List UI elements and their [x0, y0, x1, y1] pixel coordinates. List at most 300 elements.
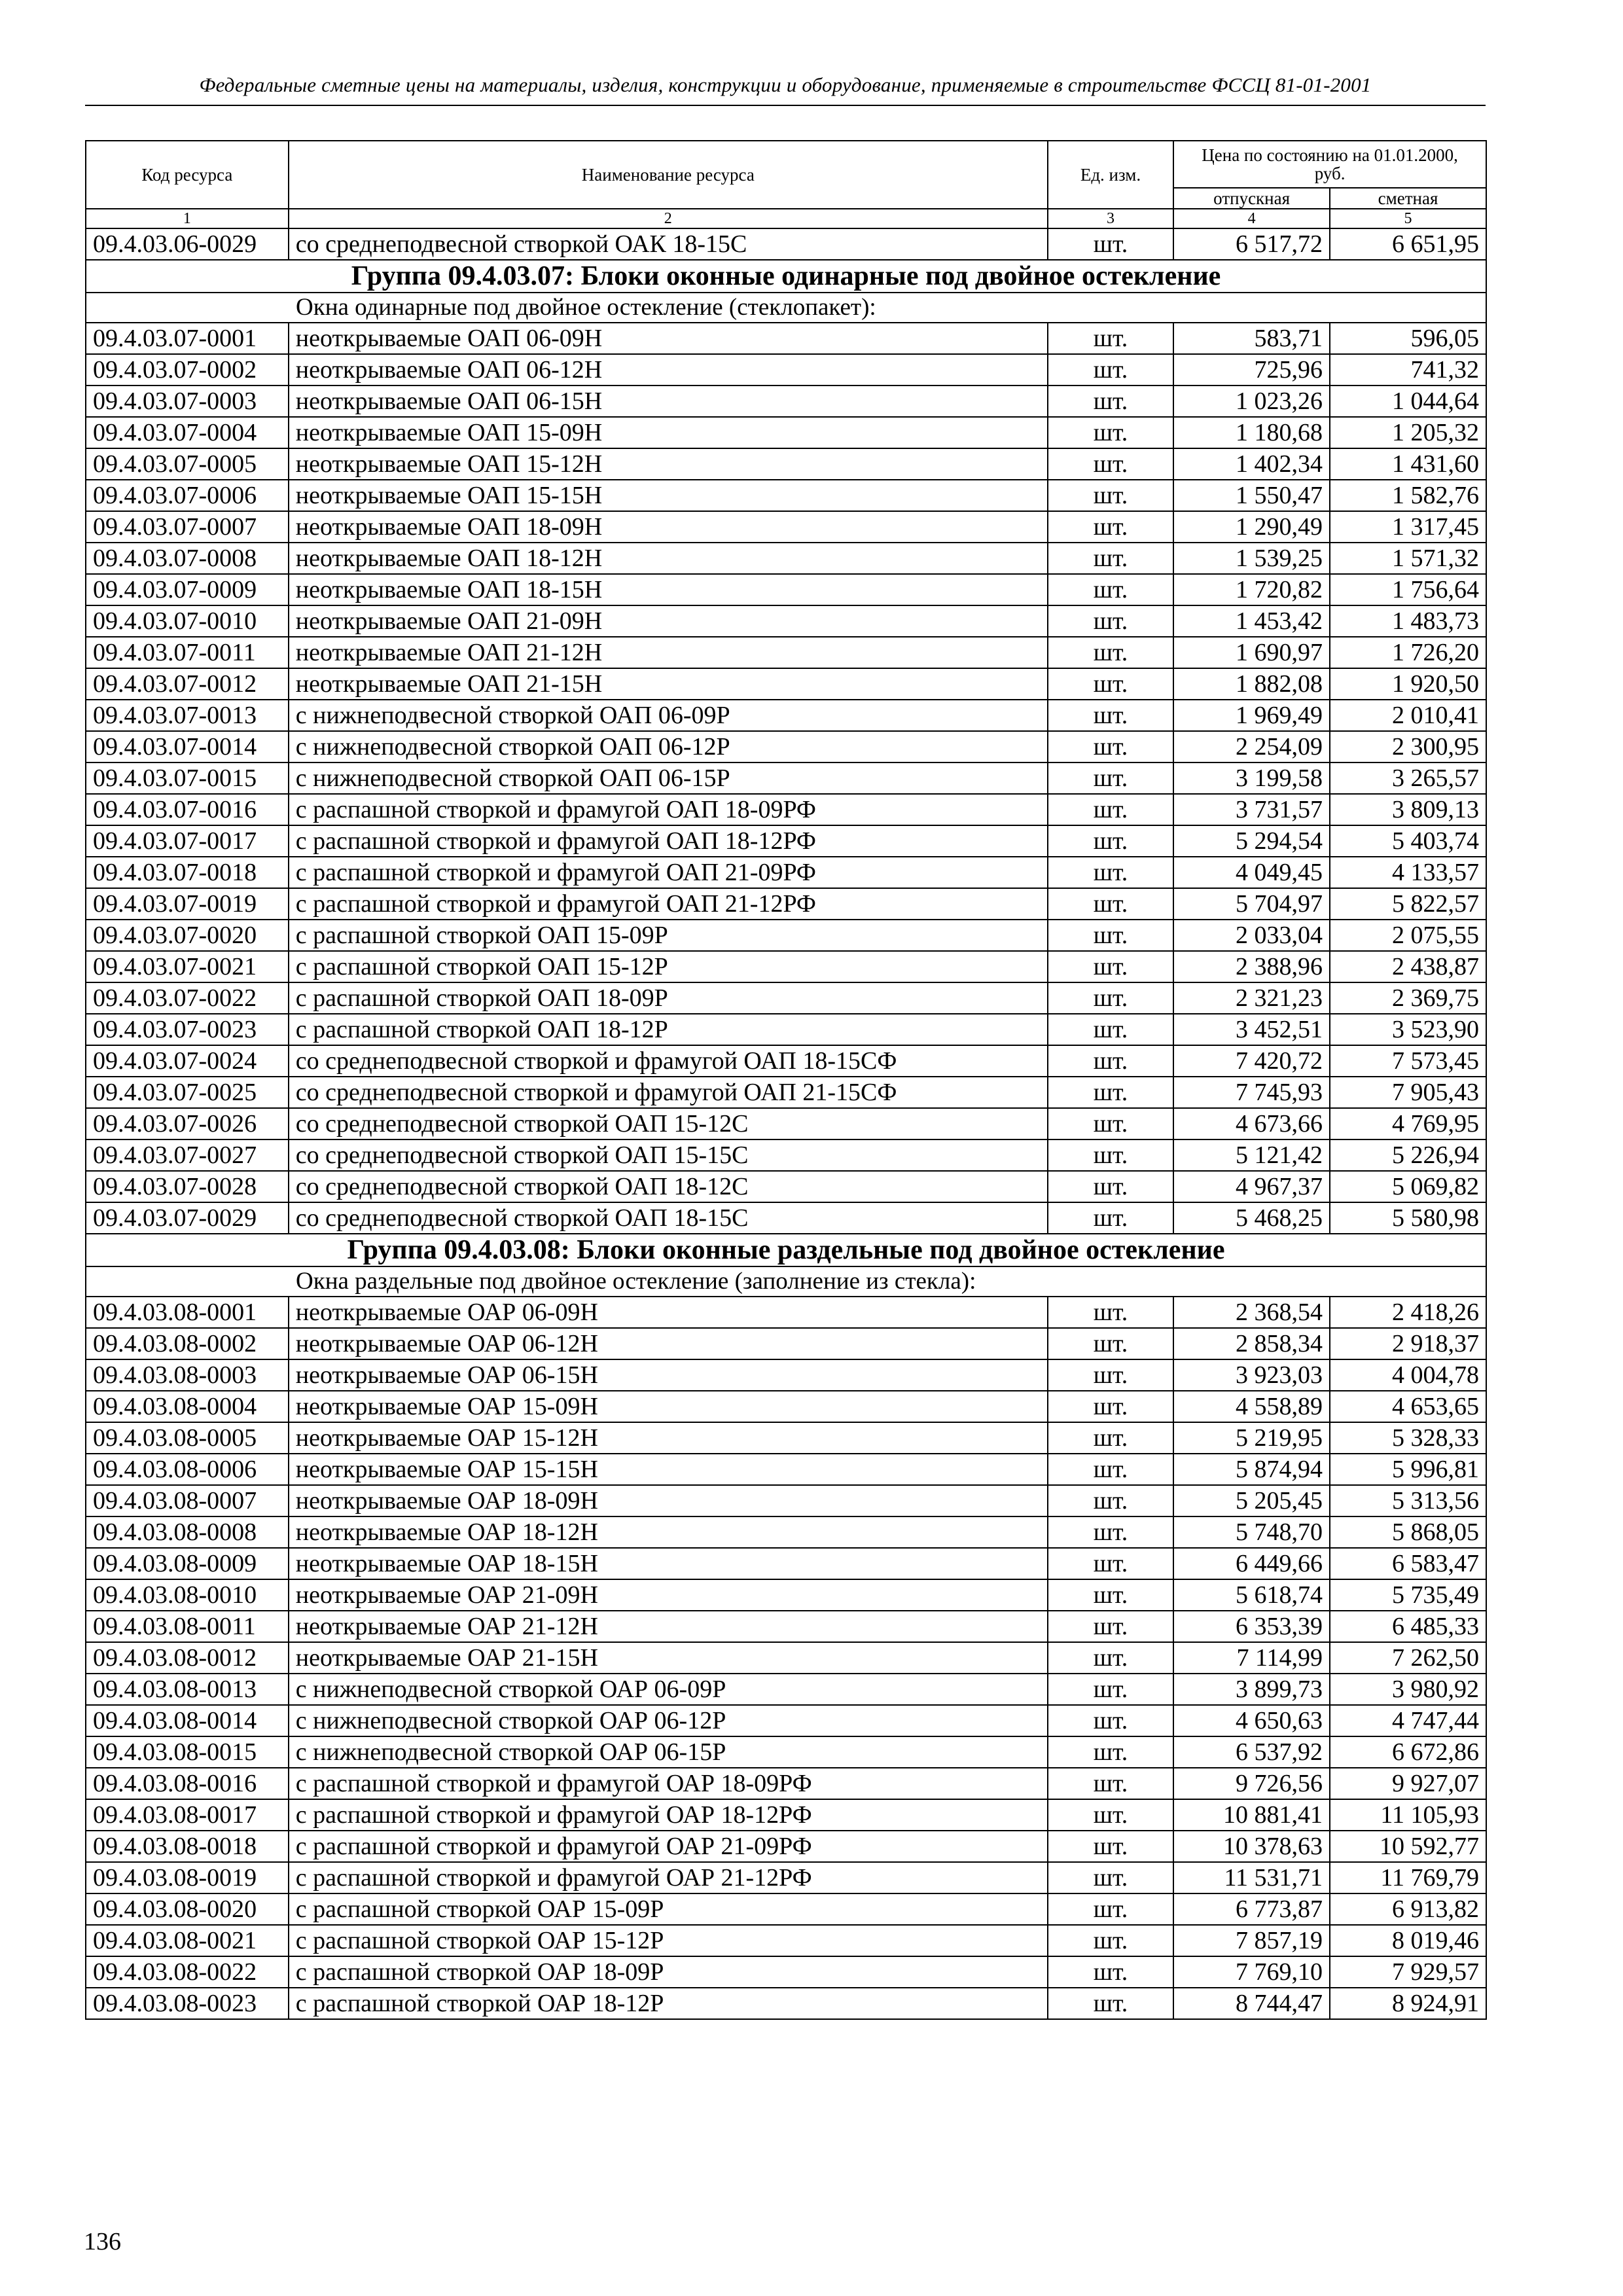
resource-unit: шт. [1048, 1014, 1173, 1045]
resource-name: неоткрываемые ОАП 06-15Н [289, 386, 1048, 417]
resource-code: 09.4.03.07-0007 [86, 511, 289, 543]
resource-code: 09.4.03.08-0005 [86, 1422, 289, 1454]
resource-unit: шт. [1048, 1202, 1173, 1234]
price-estimate: 3 265,57 [1330, 762, 1486, 794]
resource-code: 09.4.03.08-0019 [86, 1862, 289, 1893]
table-row [86, 1328, 1486, 1359]
price-estimate: 8 019,46 [1330, 1925, 1486, 1956]
price-release: 5 205,45 [1173, 1485, 1330, 1516]
price-estimate: 2 075,55 [1330, 920, 1486, 951]
resource-code: 09.4.03.08-0017 [86, 1799, 289, 1831]
price-release: 4 558,89 [1173, 1391, 1330, 1422]
price-estimate: 1 317,45 [1330, 511, 1486, 543]
resource-unit: шт. [1048, 1297, 1173, 1328]
price-release: 6 449,66 [1173, 1548, 1330, 1579]
resource-code: 09.4.03.08-0012 [86, 1642, 289, 1674]
price-release: 9 726,56 [1173, 1768, 1330, 1799]
resource-name: со среднеподвесной створкой ОАК 18-15С [289, 228, 1048, 260]
resource-code: 09.4.03.07-0019 [86, 888, 289, 920]
resource-code: 09.4.03.08-0020 [86, 1893, 289, 1925]
price-estimate: 1 756,64 [1330, 574, 1486, 605]
resource-code: 09.4.03.07-0015 [86, 762, 289, 794]
resource-name: с распашной створкой ОАР 18-09Р [289, 1956, 1048, 1988]
table-row [86, 1925, 1486, 1956]
price-estimate: 1 726,20 [1330, 637, 1486, 668]
price-release: 1 539,25 [1173, 543, 1330, 574]
resource-name: с распашной створкой ОАП 18-09Р [289, 982, 1048, 1014]
resource-name: неоткрываемые ОАП 15-09Н [289, 417, 1048, 448]
header-unit: Ед. изм. [1048, 141, 1173, 209]
resource-name: неоткрываемые ОАП 18-15Н [289, 574, 1048, 605]
resource-name: с нижнеподвесной створкой ОАР 06-09Р [289, 1674, 1048, 1705]
table-row [86, 1045, 1486, 1077]
resource-code: 09.4.03.07-0014 [86, 731, 289, 762]
price-estimate: 7 573,45 [1330, 1045, 1486, 1077]
header-price-estimate: сметная [1330, 188, 1486, 209]
price-estimate: 741,32 [1330, 354, 1486, 386]
resource-code: 09.4.03.08-0002 [86, 1328, 289, 1359]
price-estimate: 1 582,76 [1330, 480, 1486, 511]
resource-code: 09.4.03.07-0001 [86, 323, 289, 354]
resource-name: неоткрываемые ОАР 21-09Н [289, 1579, 1048, 1611]
resource-name: неоткрываемые ОАР 15-12Н [289, 1422, 1048, 1454]
price-estimate: 4 769,95 [1330, 1108, 1486, 1139]
resource-name: со среднеподвесной створкой ОАП 18-12С [289, 1171, 1048, 1202]
resource-code: 09.4.03.08-0004 [86, 1391, 289, 1422]
resource-unit: шт. [1048, 1642, 1173, 1674]
resource-unit: шт. [1048, 1579, 1173, 1611]
resource-code: 09.4.03.08-0022 [86, 1956, 289, 1988]
price-estimate: 4 004,78 [1330, 1359, 1486, 1391]
resource-name: со среднеподвесной створкой и фрамугой ОАП 21-15СФ [289, 1077, 1048, 1108]
header-name: Наименование ресурса [289, 141, 1048, 209]
table-row [86, 668, 1486, 700]
price-release: 4 650,63 [1173, 1705, 1330, 1736]
resource-unit: шт. [1048, 574, 1173, 605]
resource-unit: шт. [1048, 731, 1173, 762]
header-price: Цена по состоянию на 01.01.2000, руб. [1173, 141, 1486, 188]
price-estimate: 2 418,26 [1330, 1297, 1486, 1328]
resource-code: 09.4.03.08-0009 [86, 1548, 289, 1579]
resource-name: неоткрываемые ОАР 18-09Н [289, 1485, 1048, 1516]
resource-code: 09.4.03.07-0012 [86, 668, 289, 700]
price-estimate: 4 133,57 [1330, 857, 1486, 888]
price-release: 1 690,97 [1173, 637, 1330, 668]
price-release: 2 321,23 [1173, 982, 1330, 1014]
resource-code: 09.4.03.07-0008 [86, 543, 289, 574]
resource-code: 09.4.03.08-0016 [86, 1768, 289, 1799]
resource-unit: шт. [1048, 386, 1173, 417]
resource-unit: шт. [1048, 1108, 1173, 1139]
resource-unit: шт. [1048, 668, 1173, 700]
table-row [86, 825, 1486, 857]
table-row [86, 1988, 1486, 2019]
table-row [86, 1893, 1486, 1925]
resource-unit: шт. [1048, 1862, 1173, 1893]
resource-name: с нижнеподвесной створкой ОАР 06-12Р [289, 1705, 1048, 1736]
price-release: 3 899,73 [1173, 1674, 1330, 1705]
price-release: 1 720,82 [1173, 574, 1330, 605]
resource-code: 09.4.03.08-0018 [86, 1831, 289, 1862]
table-row [86, 1202, 1486, 1234]
resource-unit: шт. [1048, 1611, 1173, 1642]
price-release: 2 388,96 [1173, 951, 1330, 982]
price-release: 7 769,10 [1173, 1956, 1330, 1988]
table-row [86, 1485, 1486, 1516]
resource-code: 09.4.03.07-0024 [86, 1045, 289, 1077]
resource-name: с распашной створкой и фрамугой ОАП 18-12РФ [289, 825, 1048, 857]
resource-unit: шт. [1048, 228, 1173, 260]
table-row [86, 1391, 1486, 1422]
column-number-row [86, 209, 1486, 228]
table-row [86, 1799, 1486, 1831]
table-row [86, 1108, 1486, 1139]
price-release: 4 967,37 [1173, 1171, 1330, 1202]
price-release: 3 731,57 [1173, 794, 1330, 825]
table-row [86, 920, 1486, 951]
table-row [86, 1674, 1486, 1705]
price-estimate: 7 262,50 [1330, 1642, 1486, 1674]
price-release: 6 773,87 [1173, 1893, 1330, 1925]
price-estimate: 2 438,87 [1330, 951, 1486, 982]
price-release: 11 531,71 [1173, 1862, 1330, 1893]
price-table [85, 140, 1487, 2020]
table-row [86, 1831, 1486, 1862]
price-release: 1 453,42 [1173, 605, 1330, 637]
price-release: 5 294,54 [1173, 825, 1330, 857]
price-estimate: 5 313,56 [1330, 1485, 1486, 1516]
resource-code: 09.4.03.08-0014 [86, 1705, 289, 1736]
price-release: 2 033,04 [1173, 920, 1330, 951]
resource-unit: шт. [1048, 1988, 1173, 2019]
price-estimate: 9 927,07 [1330, 1768, 1486, 1799]
resource-code: 09.4.03.07-0002 [86, 354, 289, 386]
price-release: 7 114,99 [1173, 1642, 1330, 1674]
price-estimate: 3 980,92 [1330, 1674, 1486, 1705]
header-code: Код ресурса [86, 141, 289, 209]
resource-code: 09.4.03.07-0006 [86, 480, 289, 511]
price-estimate: 5 868,05 [1330, 1516, 1486, 1548]
resource-name: с нижнеподвесной створкой ОАР 06-15Р [289, 1736, 1048, 1768]
resource-unit: шт. [1048, 920, 1173, 951]
price-estimate: 5 735,49 [1330, 1579, 1486, 1611]
table-row [86, 1642, 1486, 1674]
table-row [86, 1454, 1486, 1485]
resource-name: неоткрываемые ОАР 06-09Н [289, 1297, 1048, 1328]
table-row [86, 951, 1486, 982]
resource-code: 09.4.03.08-0011 [86, 1611, 289, 1642]
table-row [86, 480, 1486, 511]
price-release: 5 121,42 [1173, 1139, 1330, 1171]
resource-name: неоткрываемые ОАП 15-15Н [289, 480, 1048, 511]
resource-code: 09.4.03.07-0023 [86, 1014, 289, 1045]
table-row [86, 228, 1486, 260]
table-row [86, 323, 1486, 354]
column-number: 4 [1173, 209, 1330, 228]
resource-code: 09.4.03.07-0013 [86, 700, 289, 731]
price-estimate: 6 485,33 [1330, 1611, 1486, 1642]
running-header: Федеральные сметные цены на материалы, изделия, конструкции и оборудование, применяемые в строительстве ФССЦ 81-01-2001 [199, 73, 1372, 96]
resource-name: неоткрываемые ОАП 21-09Н [289, 605, 1048, 637]
resource-name: с распашной створкой и фрамугой ОАР 21-09РФ [289, 1831, 1048, 1862]
table-row [86, 417, 1486, 448]
price-estimate: 596,05 [1330, 323, 1486, 354]
table-row [86, 543, 1486, 574]
resource-code: 09.4.03.07-0004 [86, 417, 289, 448]
resource-name: с распашной створкой и фрамугой ОАР 18-12РФ [289, 1799, 1048, 1831]
price-release: 3 452,51 [1173, 1014, 1330, 1045]
resource-unit: шт. [1048, 888, 1173, 920]
resource-code: 09.4.03.07-0021 [86, 951, 289, 982]
price-release: 2 368,54 [1173, 1297, 1330, 1328]
price-estimate: 2 918,37 [1330, 1328, 1486, 1359]
resource-code: 09.4.03.08-0006 [86, 1454, 289, 1485]
resource-name: со среднеподвесной створкой и фрамугой ОАП 18-15СФ [289, 1045, 1048, 1077]
price-estimate: 5 822,57 [1330, 888, 1486, 920]
price-release: 1 882,08 [1173, 668, 1330, 700]
table-row [86, 1297, 1486, 1328]
price-estimate: 1 205,32 [1330, 417, 1486, 448]
price-release: 6 353,39 [1173, 1611, 1330, 1642]
table-row [86, 700, 1486, 731]
resource-name: неоткрываемые ОАР 15-15Н [289, 1454, 1048, 1485]
table-row [86, 605, 1486, 637]
resource-name: неоткрываемые ОАР 06-15Н [289, 1359, 1048, 1391]
table-row [86, 574, 1486, 605]
resource-code: 09.4.03.07-0025 [86, 1077, 289, 1108]
table-row [86, 857, 1486, 888]
resource-name: неоткрываемые ОАР 21-15Н [289, 1642, 1048, 1674]
resource-code: 09.4.03.08-0001 [86, 1297, 289, 1328]
resource-name: неоткрываемые ОАП 21-12Н [289, 637, 1048, 668]
header-price-release: отпускная [1173, 188, 1330, 209]
table-header [86, 141, 1486, 228]
resource-unit: шт. [1048, 857, 1173, 888]
resource-unit: шт. [1048, 825, 1173, 857]
table-row [86, 1516, 1486, 1548]
table-row [86, 386, 1486, 417]
resource-unit: шт. [1048, 1548, 1173, 1579]
group-heading: Группа 09.4.03.08: Блоки оконные раздельные под двойное остекление [86, 1234, 1486, 1266]
resource-name: с распашной створкой ОАП 18-12Р [289, 1014, 1048, 1045]
resource-name: неоткрываемые ОАР 15-09Н [289, 1391, 1048, 1422]
table-row [86, 1014, 1486, 1045]
resource-name: неоткрываемые ОАП 06-12Н [289, 354, 1048, 386]
resource-name: неоткрываемые ОАП 18-12Н [289, 543, 1048, 574]
price-release: 6 517,72 [1173, 228, 1330, 260]
resource-unit: шт. [1048, 1893, 1173, 1925]
price-estimate: 3 809,13 [1330, 794, 1486, 825]
price-release: 6 537,92 [1173, 1736, 1330, 1768]
price-release: 3 923,03 [1173, 1359, 1330, 1391]
resource-unit: шт. [1048, 1485, 1173, 1516]
price-release: 10 378,63 [1173, 1831, 1330, 1862]
resource-name: неоткрываемые ОАР 18-12Н [289, 1516, 1048, 1548]
resource-name: с распашной створкой ОАР 15-12Р [289, 1925, 1048, 1956]
price-release: 583,71 [1173, 323, 1330, 354]
price-release: 7 420,72 [1173, 1045, 1330, 1077]
resource-unit: шт. [1048, 1454, 1173, 1485]
price-release: 2 254,09 [1173, 731, 1330, 762]
resource-code: 09.4.03.08-0007 [86, 1485, 289, 1516]
resource-unit: шт. [1048, 700, 1173, 731]
resource-code: 09.4.03.07-0022 [86, 982, 289, 1014]
price-estimate: 6 913,82 [1330, 1893, 1486, 1925]
resource-code: 09.4.03.07-0026 [86, 1108, 289, 1139]
subheading: Окна раздельные под двойное остекление (заполнение из стекла): [86, 1266, 1486, 1297]
resource-code: 09.4.03.08-0021 [86, 1925, 289, 1956]
price-estimate: 11 769,79 [1330, 1862, 1486, 1893]
table-row [86, 794, 1486, 825]
table-row [86, 1579, 1486, 1611]
resource-unit: шт. [1048, 1956, 1173, 1988]
resource-name: с распашной створкой ОАР 18-12Р [289, 1988, 1048, 2019]
resource-code: 09.4.03.07-0018 [86, 857, 289, 888]
resource-code: 09.4.03.08-0023 [86, 1988, 289, 2019]
resource-code: 09.4.03.08-0013 [86, 1674, 289, 1705]
price-release: 3 199,58 [1173, 762, 1330, 794]
price-release: 10 881,41 [1173, 1799, 1330, 1831]
resource-name: с нижнеподвесной створкой ОАП 06-15Р [289, 762, 1048, 794]
resource-name: неоткрываемые ОАП 06-09Н [289, 323, 1048, 354]
price-estimate: 1 920,50 [1330, 668, 1486, 700]
resource-unit: шт. [1048, 1328, 1173, 1359]
resource-name: неоткрываемые ОАП 15-12Н [289, 448, 1048, 480]
resource-name: с распашной створкой и фрамугой ОАП 21-12РФ [289, 888, 1048, 920]
price-release: 5 618,74 [1173, 1579, 1330, 1611]
price-release: 4 049,45 [1173, 857, 1330, 888]
price-estimate: 5 580,98 [1330, 1202, 1486, 1234]
resource-code: 09.4.03.07-0016 [86, 794, 289, 825]
table-row [86, 1956, 1486, 1988]
table-row [86, 448, 1486, 480]
resource-name: неоткрываемые ОАП 21-15Н [289, 668, 1048, 700]
price-estimate: 4 653,65 [1330, 1391, 1486, 1422]
resource-code: 09.4.03.07-0011 [86, 637, 289, 668]
price-estimate: 5 069,82 [1330, 1171, 1486, 1202]
group-heading-row [86, 260, 1486, 293]
column-number: 1 [86, 209, 289, 228]
resource-name: с нижнеподвесной створкой ОАП 06-09Р [289, 700, 1048, 731]
resource-unit: шт. [1048, 762, 1173, 794]
table-row [86, 1422, 1486, 1454]
resource-unit: шт. [1048, 605, 1173, 637]
resource-code: 09.4.03.08-0015 [86, 1736, 289, 1768]
resource-code: 09.4.03.07-0029 [86, 1202, 289, 1234]
table-row [86, 731, 1486, 762]
column-number: 3 [1048, 209, 1173, 228]
resource-code: 09.4.03.08-0008 [86, 1516, 289, 1548]
price-estimate: 1 044,64 [1330, 386, 1486, 417]
price-release: 1 969,49 [1173, 700, 1330, 731]
resource-unit: шт. [1048, 1391, 1173, 1422]
resource-name: с распашной створкой ОАП 15-09Р [289, 920, 1048, 951]
resource-unit: шт. [1048, 1831, 1173, 1862]
resource-unit: шт. [1048, 1516, 1173, 1548]
resource-name: со среднеподвесной створкой ОАП 15-15С [289, 1139, 1048, 1171]
resource-code: 09.4.03.07-0020 [86, 920, 289, 951]
price-estimate: 5 403,74 [1330, 825, 1486, 857]
resource-code: 09.4.03.07-0028 [86, 1171, 289, 1202]
price-release: 1 290,49 [1173, 511, 1330, 543]
resource-name: с нижнеподвесной створкой ОАП 06-12Р [289, 731, 1048, 762]
price-release: 5 219,95 [1173, 1422, 1330, 1454]
resource-name: неоткрываемые ОАП 18-09Н [289, 511, 1048, 543]
column-number: 2 [289, 209, 1048, 228]
resource-name: неоткрываемые ОАР 21-12Н [289, 1611, 1048, 1642]
price-estimate: 8 924,91 [1330, 1988, 1486, 2019]
resource-unit: шт. [1048, 1925, 1173, 1956]
subheading-row [86, 1266, 1486, 1297]
resource-unit: шт. [1048, 323, 1173, 354]
resource-code: 09.4.03.07-0010 [86, 605, 289, 637]
table-row [86, 1548, 1486, 1579]
price-estimate: 2 369,75 [1330, 982, 1486, 1014]
resource-unit: шт. [1048, 417, 1173, 448]
price-estimate: 3 523,90 [1330, 1014, 1486, 1045]
resource-name: с распашной створкой и фрамугой ОАР 21-12РФ [289, 1862, 1048, 1893]
resource-name: со среднеподвесной створкой ОАП 18-15С [289, 1202, 1048, 1234]
resource-code: 09.4.03.07-0027 [86, 1139, 289, 1171]
resource-name: с распашной створкой и фрамугой ОАР 18-09РФ [289, 1768, 1048, 1799]
table-row [86, 1768, 1486, 1799]
resource-name: с распашной створкой ОАР 15-09Р [289, 1893, 1048, 1925]
price-estimate: 4 747,44 [1330, 1705, 1486, 1736]
resource-name: неоткрываемые ОАР 06-12Н [289, 1328, 1048, 1359]
resource-code: 09.4.03.08-0010 [86, 1579, 289, 1611]
resource-unit: шт. [1048, 1077, 1173, 1108]
price-release: 4 673,66 [1173, 1108, 1330, 1139]
table-row [86, 1862, 1486, 1893]
resource-unit: шт. [1048, 982, 1173, 1014]
price-estimate: 6 672,86 [1330, 1736, 1486, 1768]
table-row [86, 1705, 1486, 1736]
price-estimate: 7 929,57 [1330, 1956, 1486, 1988]
group-heading-row [86, 1234, 1486, 1266]
price-release: 1 023,26 [1173, 386, 1330, 417]
resource-unit: шт. [1048, 1359, 1173, 1391]
table-row [86, 1077, 1486, 1108]
price-estimate: 6 651,95 [1330, 228, 1486, 260]
resource-unit: шт. [1048, 1422, 1173, 1454]
price-estimate: 5 996,81 [1330, 1454, 1486, 1485]
resource-unit: шт. [1048, 543, 1173, 574]
page-number: 136 [84, 2228, 121, 2255]
resource-unit: шт. [1048, 1799, 1173, 1831]
price-estimate: 5 226,94 [1330, 1139, 1486, 1171]
price-release: 7 857,19 [1173, 1925, 1330, 1956]
resource-code: 09.4.03.08-0003 [86, 1359, 289, 1391]
resource-unit: шт. [1048, 1768, 1173, 1799]
resource-name: с распашной створкой и фрамугой ОАП 21-09РФ [289, 857, 1048, 888]
price-estimate: 2 300,95 [1330, 731, 1486, 762]
resource-unit: шт. [1048, 1171, 1173, 1202]
resource-name: со среднеподвесной створкой ОАП 15-12С [289, 1108, 1048, 1139]
price-estimate: 2 010,41 [1330, 700, 1486, 731]
group-heading: Группа 09.4.03.07: Блоки оконные одинарные под двойное остекление [86, 260, 1486, 293]
resource-unit: шт. [1048, 511, 1173, 543]
table-body [86, 228, 1486, 2019]
resource-code: 09.4.03.07-0009 [86, 574, 289, 605]
subheading-row [86, 293, 1486, 323]
resource-code: 09.4.03.06-0029 [86, 228, 289, 260]
price-release: 5 704,97 [1173, 888, 1330, 920]
price-release: 1 180,68 [1173, 417, 1330, 448]
price-release: 725,96 [1173, 354, 1330, 386]
price-estimate: 6 583,47 [1330, 1548, 1486, 1579]
table-row [86, 511, 1486, 543]
table-row [86, 1359, 1486, 1391]
